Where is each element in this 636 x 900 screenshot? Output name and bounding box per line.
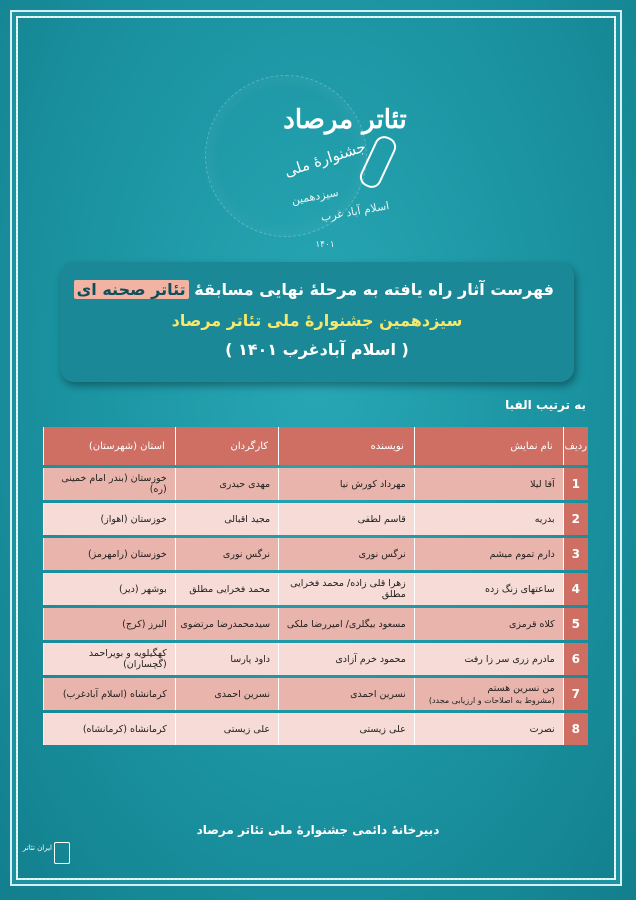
logo-year: ۱۴۰۱ — [315, 240, 335, 250]
cell-province: خوزستان (اهواز) — [43, 503, 175, 535]
cell-province: بوشهر (دیر) — [43, 573, 175, 605]
footer-secretariat: دبیرخانهٔ دائمی جشنوارهٔ ملی تئاتر مرصاد — [196, 823, 440, 837]
watermark-icon — [54, 842, 70, 864]
cell-province: کرمانشاه (کرمانشاه) — [43, 713, 175, 745]
cell-play: ساعتهای زنگ زده — [414, 573, 563, 605]
cell-writer: محمود خرم آزادی — [278, 643, 414, 675]
cell-play: کلاه قرمزی — [414, 608, 563, 640]
title-line-3: ( اسلام آبادغرب ۱۴۰۱ ) — [225, 340, 409, 359]
title-line-2: سیزدهمین جشنوارۀ ملی تئاتر مرصاد — [171, 311, 463, 330]
cell-writer: علی زیستی — [278, 713, 414, 745]
logo-line2: سیزدهمین — [290, 185, 340, 208]
cell-director: محمد فخرایی مطلق — [175, 573, 278, 605]
cell-province: البرز (کرج) — [43, 608, 175, 640]
cell-province: خوزستان (بندر امام خمینی (ره) — [43, 468, 175, 500]
title-highlight: تئاتر صحنه ای — [74, 280, 189, 299]
cell-director: سیدمحمدرضا مرتضوی — [175, 608, 278, 640]
cell-num: 5 — [563, 608, 588, 640]
cell-num: 4 — [563, 573, 588, 605]
header-num: ردیف — [563, 427, 588, 465]
cell-director: داود پارسا — [175, 643, 278, 675]
cell-writer: نسرین احمدی — [278, 678, 414, 710]
festival-logo — [205, 55, 420, 255]
cell-play: بدریه — [414, 503, 563, 535]
cell-director: نرگس نوری — [175, 538, 278, 570]
cell-num: 6 — [563, 643, 588, 675]
title-line-1-text: فهرست آثار راه یافته به مرحلۀ نهایی مسابقۀ — [194, 280, 554, 299]
header-writer: نویسنده — [278, 427, 414, 465]
cell-play-note: (مشروط به اصلاحات و ارزیابی مجدد) — [428, 696, 555, 705]
cell-writer: زهرا قلی زاده/ محمد فخرایی مطلق — [278, 573, 414, 605]
logo-name: تئاتر مرصاد — [283, 105, 407, 135]
cell-writer: نرگس نوری — [278, 538, 414, 570]
cell-province: کهگیلویه و بویراحمد (گچساران) — [43, 643, 175, 675]
cell-num: 1 — [563, 468, 588, 500]
cell-num: 7 — [563, 678, 588, 710]
cell-play: دارم تموم میشم — [414, 538, 563, 570]
table-row — [43, 643, 588, 675]
cell-director: نسرین احمدی — [175, 678, 278, 710]
table-header-row — [43, 427, 588, 465]
logo-line: جشنوارهٔ ملی — [282, 137, 368, 181]
table-row — [43, 573, 588, 605]
table-row — [43, 713, 588, 745]
watermark-logo — [22, 838, 72, 868]
title-box — [60, 262, 574, 382]
cell-writer: مسعود بیگلری/ امیررضا ملکی — [278, 608, 414, 640]
alphabetical-note: به ترتیب الفبا — [505, 398, 586, 412]
cell-director: مجید اقبالی — [175, 503, 278, 535]
header-play: نام نمایش — [414, 427, 563, 465]
cell-province: کرمانشاه (اسلام آبادغرب) — [43, 678, 175, 710]
results-table — [43, 424, 588, 748]
table-row — [43, 468, 588, 500]
table-row — [43, 608, 588, 640]
cell-num: 8 — [563, 713, 588, 745]
table-row — [43, 678, 588, 710]
cell-play: مادرم زری سر زا رفت — [414, 643, 563, 675]
cell-writer: مهرداد کورش نیا — [278, 468, 414, 500]
logo-city: اسلام آباد غرب — [319, 199, 391, 224]
cell-play-title: من نسرین هستم — [487, 683, 555, 694]
cell-director: علی زیستی — [175, 713, 278, 745]
cell-play — [414, 678, 563, 710]
cell-writer: قاسم لطفی — [278, 503, 414, 535]
cell-num: 3 — [563, 538, 588, 570]
table-row — [43, 538, 588, 570]
cell-play: نصرت — [414, 713, 563, 745]
title-line-1 — [74, 280, 554, 299]
cell-province: خوزستان (رامهرمز) — [43, 538, 175, 570]
cell-play: آقا لیلا — [414, 468, 563, 500]
table-row — [43, 503, 588, 535]
watermark-text: ایران تئاتر — [22, 844, 52, 852]
cell-num: 2 — [563, 503, 588, 535]
header-province: استان (شهرستان) — [43, 427, 175, 465]
header-director: کارگردان — [175, 427, 278, 465]
cell-director: مهدی حیدری — [175, 468, 278, 500]
